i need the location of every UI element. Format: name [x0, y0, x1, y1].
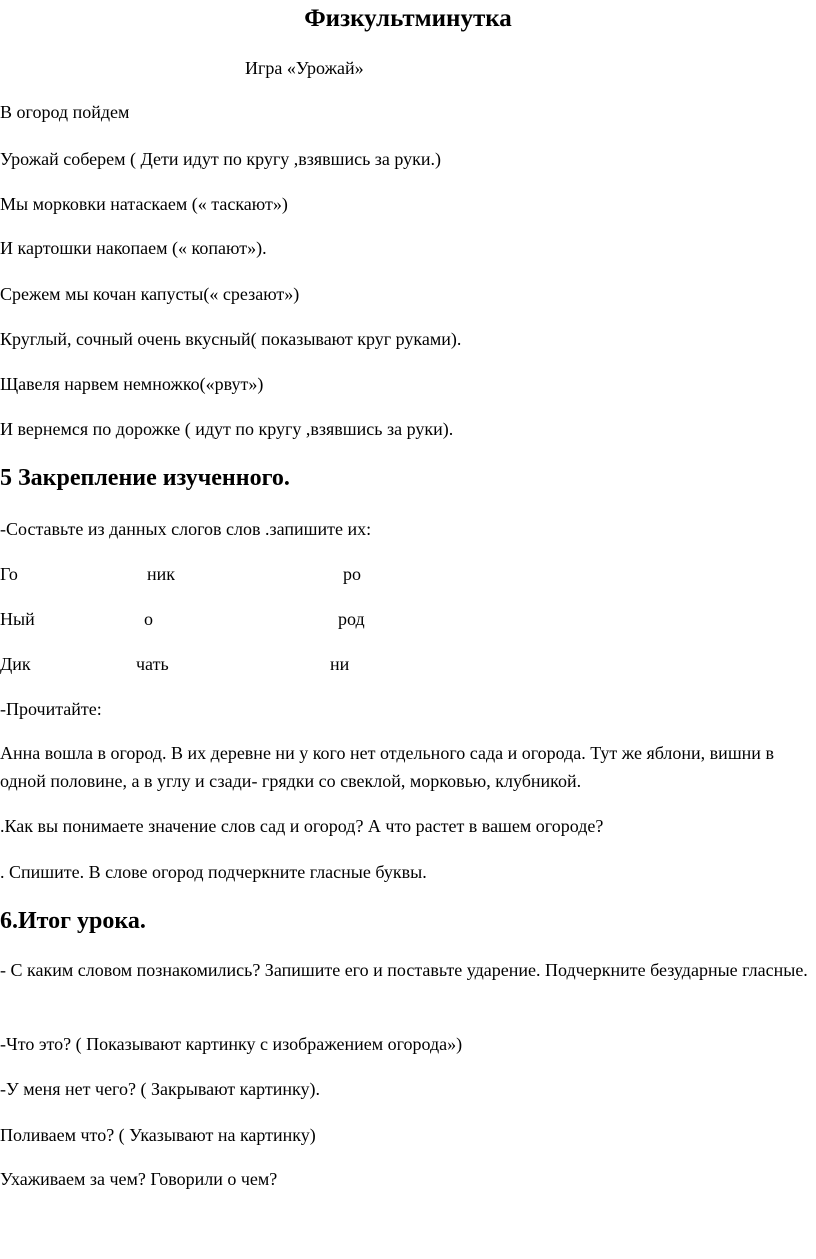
summary-task: - С каким словом познакомились? Запишите его и поставьте ударение. Подчеркните безударные гласные.: [0, 960, 808, 980]
copy-task-line: . Спишите. В слове огород подчеркните гласные буквы.: [0, 862, 427, 882]
poem-line: И картошки накопаем (« копают»).: [0, 238, 267, 258]
summary-line: Поливаем что? ( Указывают на картинку): [0, 1125, 316, 1145]
section-5-heading: 5 Закрепление изученного.: [0, 465, 290, 491]
syllable: Го: [0, 564, 18, 584]
syllable: ни: [330, 654, 350, 674]
syllable: ро: [343, 564, 361, 584]
section-6-heading: 6.Итог урока.: [0, 908, 146, 934]
syllable: род: [338, 609, 365, 629]
summary-line: -У меня нет чего? ( Закрывают картинку).: [0, 1079, 320, 1099]
syllable: Ный: [0, 609, 35, 629]
syllable: ник: [147, 564, 176, 584]
reading-text: Анна вошла в огород. В их деревне ни у кого нет отдельного сада и огорода. Тут же яблони, вишни в одной половине, а в углу и сзади- грядки со свеклой, морковью, клубникой.: [0, 743, 774, 791]
poem-line: Щавеля нарвем немножко(«рвут»): [0, 374, 264, 394]
syllable: о: [144, 609, 153, 629]
summary-line: Ухаживаем за чем? Говорили о чем?: [0, 1169, 278, 1189]
syllable: чать: [136, 654, 169, 674]
poem-line: И вернемся по дорожке ( идут по кругу ,взявшись за руки).: [0, 419, 454, 439]
question-line: .Как вы понимаете значение слов сад и огород? А что растет в вашем огороде?: [0, 816, 604, 836]
poem-line: Урожай соберем ( Дети идут по кругу ,взявшись за руки.): [0, 149, 442, 169]
syllable: Дик: [0, 654, 31, 674]
poem-line: Срежем мы кочан капусты(« срезают»): [0, 284, 300, 304]
task-compose-words: -Составьте из данных слогов слов .запишите их:: [0, 519, 372, 539]
summary-line: -Что это? ( Показывают картинку с изображением огорода»): [0, 1034, 463, 1054]
poem-line: Мы морковки натаскаем (« таскают»): [0, 194, 288, 214]
task-read: -Прочитайте:: [0, 699, 102, 719]
game-title: Игра «Урожай»: [245, 58, 364, 78]
page-title: Физкультминутка: [304, 5, 512, 32]
poem-line: Круглый, сочный очень вкусный( показывают круг руками).: [0, 329, 462, 349]
poem-line: В огород пойдем: [0, 102, 130, 122]
